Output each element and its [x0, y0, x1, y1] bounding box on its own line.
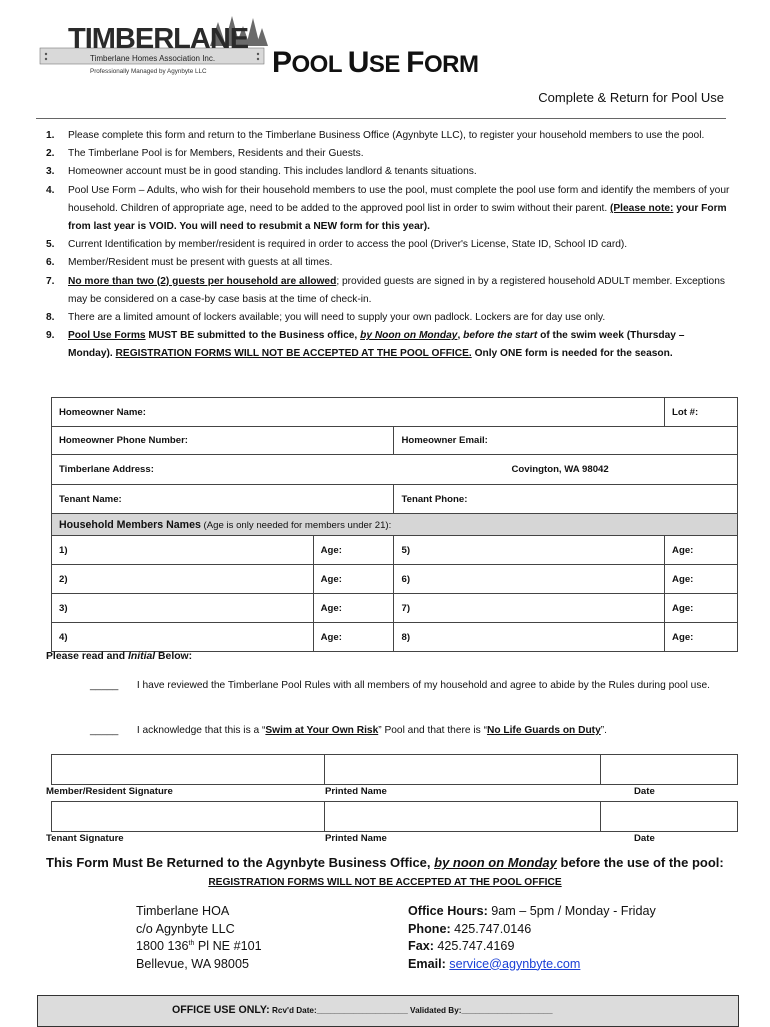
instruction-item: 1. Please complete this form and return to the Timberlane Business Office (Agynbyte LLC), to register your household members to use the pool.	[46, 130, 705, 141]
instruction-item: 9. Pool Use Forms MUST BE submitted to the Business office, by Noon on Monday, before the start of the swim week (Thursday – Monday). REGISTRATION FORMS WILL NOT BE ACCEPTED AT THE POOL OFFICE. Only ONE form is needed for the season.	[46, 330, 685, 360]
email-link[interactable]: service@agynbyte.com	[449, 956, 581, 971]
member-name-field[interactable]: 4)	[52, 623, 314, 652]
member-age-field[interactable]: Age:	[313, 565, 394, 594]
registration-table	[51, 397, 738, 652]
member-signature-table	[51, 754, 738, 785]
member-age-field[interactable]: Age:	[313, 536, 394, 565]
instructions-list	[40, 127, 730, 364]
tenant-date-field[interactable]	[601, 802, 738, 832]
instruction-item: 5. Current Identification by member/resident is required in order to access the pool (Driver's License, State ID, School ID card).	[46, 239, 628, 251]
tenant-name-field[interactable]: Tenant Name:	[52, 485, 394, 514]
member-age-field[interactable]: Age:	[665, 623, 738, 652]
member-printed-name-label: Printed Name	[325, 786, 387, 797]
tenant-printed-name-label: Printed Name	[325, 833, 387, 844]
member-name-field[interactable]: 8)	[394, 623, 665, 652]
member-age-field[interactable]: Age:	[665, 565, 738, 594]
initials-heading: Please read and Initial Below:	[46, 651, 193, 662]
header-divider	[36, 118, 726, 119]
tenant-date-label: Date	[634, 833, 655, 844]
member-signature-field[interactable]	[52, 755, 325, 785]
member-name-field[interactable]: 5)	[394, 536, 665, 565]
office-use-box	[37, 995, 739, 1027]
homeowner-phone-field[interactable]: Homeowner Phone Number:	[52, 427, 394, 455]
logo-sub1: Timberlane Homes Association Inc.	[90, 54, 216, 63]
member-printed-name-field[interactable]	[324, 755, 601, 785]
member-age-field[interactable]: Age:	[313, 623, 394, 652]
member-name-field[interactable]: 6)	[394, 565, 665, 594]
member-age-field[interactable]: Age:	[665, 536, 738, 565]
page-subtitle: Complete & Return for Pool Use	[538, 90, 724, 105]
instruction-item: 2. The Timberlane Pool is for Members, Residents and their Guests.	[46, 148, 364, 160]
member-age-field[interactable]: Age:	[313, 594, 394, 623]
validated-by-field[interactable]: Validated By:____________________	[407, 1006, 553, 1015]
office-use-label: OFFICE USE ONLY:	[172, 1004, 270, 1016]
initial-blank[interactable]: _____	[90, 725, 119, 736]
mailing-address: Timberlane HOA c/o Agynbyte LLC 1800 136th Pl NE #101 Bellevue, WA 98005	[136, 904, 262, 971]
logo-sub2: Professionally Managed by Agynbyte LLC	[90, 68, 207, 75]
logo-name: TIMBERLANE	[68, 23, 249, 55]
instruction-item: 6. Member/Resident must be present with guests at all times.	[46, 257, 333, 269]
initial-blank[interactable]: _____	[90, 680, 119, 691]
member-name-field[interactable]: 3)	[52, 594, 314, 623]
instruction-item: 3. Homeowner account must be in good standing. This includes landlord & tenants situations.	[46, 166, 477, 178]
lot-field[interactable]: Lot #:	[665, 398, 738, 427]
instruction-item: 8. There are a limited amount of lockers available; you will need to supply your own padlock. Lockers are for day use only.	[46, 312, 606, 324]
instruction-item: 4. Pool Use Form – Adults, who wish for their household members to use the pool, must complete the pool use form and identify the members of your household. Children of appropriate age, need to be added to the approved pool list in order to swim without their parent. (Please note: your Form from last year is VOID. You will need to resubmit a NEW form for this year).	[46, 184, 730, 233]
member-age-field[interactable]: Age:	[665, 594, 738, 623]
member-name-field[interactable]: 1)	[52, 536, 314, 565]
city-state-zip: Covington, WA 98042	[511, 464, 609, 475]
household-members-header: Household Members Names (Age is only needed for members under 21):	[52, 514, 738, 536]
return-instructions-title: This Form Must Be Returned to the Agynbyte Business Office, by noon on Monday before the use of the pool:	[46, 855, 724, 870]
tenant-signature-label: Tenant Signature	[46, 833, 124, 844]
address-field[interactable]: Timberlane Address: Covington, WA 98042	[52, 455, 738, 485]
member-date-field[interactable]	[601, 755, 738, 785]
member-signature-label: Member/Resident Signature	[46, 786, 173, 797]
office-contact: Office Hours: 9am – 5pm / Monday - Friday Phone: 425.747.0146 Fax: 425.747.4169 Email: service@agynbyte.com	[408, 904, 656, 971]
tenant-signature-field[interactable]	[52, 802, 325, 832]
tenant-signature-table	[51, 801, 738, 832]
member-name-field[interactable]: 7)	[394, 594, 665, 623]
member-name-field[interactable]: 2)	[52, 565, 314, 594]
rcvd-date-field[interactable]: Rcv'd Date:____________________	[269, 1006, 408, 1015]
tenant-printed-name-field[interactable]	[324, 802, 601, 832]
tenant-phone-field[interactable]: Tenant Phone:	[394, 485, 738, 514]
member-date-label: Date	[634, 786, 655, 797]
homeowner-name-field[interactable]: Homeowner Name:	[52, 398, 665, 427]
acknowledgement-risk: _____ I acknowledge that this is a “Swim at Your Own Risk” Pool and that there is “No Life Guards on Duty”.	[90, 722, 710, 739]
timberlane-logo	[38, 14, 274, 84]
page-title: POOL USE FORM	[272, 46, 479, 79]
instruction-item: 7. No more than two (2) guests per household are allowed; provided guests are signed in by a registered household ADULT member. Exceptions may be considered on a case-by case basis at the time of check-in.	[46, 275, 725, 305]
return-warning: REGISTRATION FORMS WILL NOT BE ACCEPTED AT THE POOL OFFICE	[208, 877, 562, 888]
homeowner-email-field[interactable]: Homeowner Email:	[394, 427, 738, 455]
acknowledgement-rules: _____ I have reviewed the Timberlane Pool Rules with all members of my household and agree to abide by the Rules during pool use.	[90, 677, 710, 694]
